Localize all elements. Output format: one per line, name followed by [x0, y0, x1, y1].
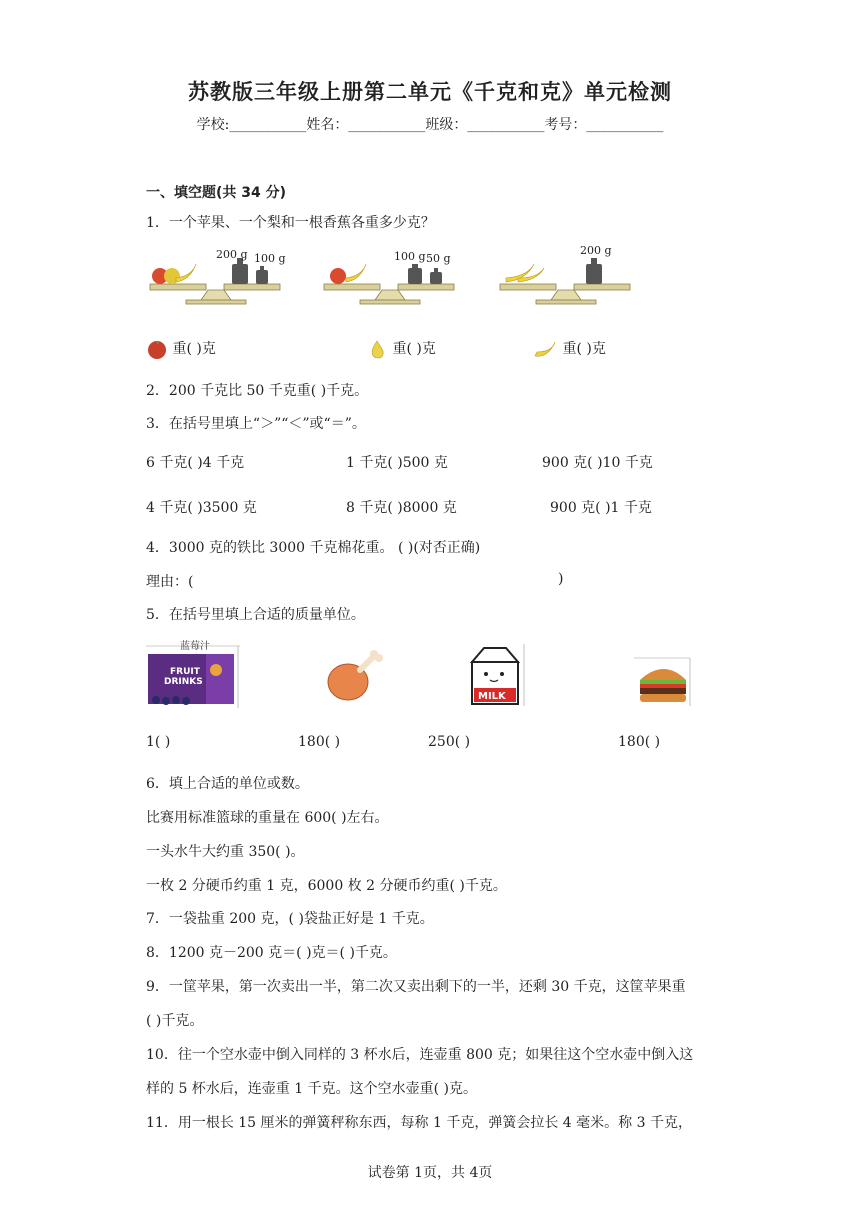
balance-scale-2: [320, 240, 460, 312]
question-3: 3．在括号里填上“＞”“＜”或“＝”。: [146, 416, 366, 432]
reason-label: 理由：(: [146, 574, 194, 590]
juice-box-line2: DRINKS: [164, 677, 203, 687]
q6-line-3: 一枚 2 分硬币约重 1 克，6000 枚 2 分硬币约重( )千克。: [146, 878, 507, 894]
hamburger-image: [634, 656, 694, 712]
q6-line-1: 比赛用标准篮球的重量在 600( )左右。: [146, 810, 389, 826]
question-5: 5．在括号里填上合适的质量单位。: [146, 607, 365, 623]
milk-label: MILK: [478, 691, 506, 702]
question-2: 2．200 千克比 50 千克重( )千克。: [146, 383, 369, 399]
question-9-line-2: ( )千克。: [146, 1013, 204, 1029]
compare-r2c3: 900 克( )1 千克: [550, 500, 652, 516]
unit-answer-4: 180( ): [618, 734, 661, 750]
apple-answer: 重( )克: [172, 341, 216, 357]
milk-carton-image: [462, 642, 528, 712]
q6-line-2: 一头水牛大约重 350( )。: [146, 844, 305, 860]
scale1-weight1: 200 g: [216, 248, 248, 261]
question-10-line-1: 10．往一个空水壶中倒入同样的 3 杯水后，连壶重 800 克；如果往这个空水壶中倒入这: [146, 1047, 694, 1063]
section-heading: 一、填空题(共 34 分): [146, 185, 287, 201]
question-7: 7．一袋盐重 200 克，( )袋盐正好是 1 千克。: [146, 911, 434, 927]
compare-r2c2: 8 千克( )8000 克: [346, 500, 457, 516]
pear-answer-row: [366, 338, 436, 360]
pear-answer: 重( )克: [392, 341, 436, 357]
question-8: 8．1200 克－200 克＝( )克＝( )千克。: [146, 945, 397, 961]
student-info-line: 学校:___________姓名：___________班级：___________考号：___________: [196, 117, 664, 133]
balance-scale-3: [496, 240, 636, 312]
banana-icon: [532, 338, 558, 360]
pear-icon: [366, 338, 388, 360]
scale2-weight2: 50 g: [426, 252, 451, 265]
juice-box-image: [146, 640, 240, 714]
juice-label: 蓝莓汁: [180, 641, 210, 652]
unit-answer-1: 1( ): [146, 734, 171, 750]
question-6: 6．填上合适的单位或数。: [146, 776, 309, 792]
scale1-weight2: 100 g: [254, 252, 286, 265]
question-10-line-2: 样的 5 杯水后，连壶重 1 千克。这个空水壶重( )克。: [146, 1081, 477, 1097]
drumstick-image: [326, 648, 384, 708]
juice-box-line1: FRUIT: [170, 667, 200, 677]
balance-scale-1: [146, 240, 286, 312]
banana-answer: 重( )克: [562, 341, 606, 357]
scale3-weight1: 200 g: [580, 244, 612, 257]
question-1: 1．一个苹果、一个梨和一根香蕉各重多少克？: [146, 215, 435, 231]
compare-r2c1: 4 千克( )3500 克: [146, 500, 257, 516]
scale2-weight1: 100 g: [394, 250, 426, 263]
page-footer: 试卷第 1页，共 4页: [367, 1165, 493, 1181]
reason-close: ): [558, 571, 564, 587]
apple-icon: [146, 338, 168, 360]
compare-r1c2: 1 千克( )500 克: [346, 455, 448, 471]
compare-r1c1: 6 千克( )4 千克: [146, 455, 245, 471]
page-title: 苏教版三年级上册第二单元《千克和克》单元检测: [188, 80, 672, 104]
compare-r1c3: 900 克( )10 千克: [542, 455, 653, 471]
unit-answer-3: 250( ): [428, 734, 471, 750]
question-4: 4．3000 克的铁比 3000 千克棉花重。 ( )(对否正确): [146, 540, 481, 556]
question-9-line-1: 9．一筐苹果，第一次卖出一半，第二次又卖出剩下的一半，还剩 30 千克，这筐苹果重: [146, 979, 686, 995]
banana-answer-row: [532, 338, 606, 360]
apple-answer-row: [146, 338, 216, 360]
unit-answer-2: 180( ): [298, 734, 341, 750]
question-11-line-1: 11．用一根长 15 厘米的弹簧秤称东西，每称 1 千克，弹簧会拉长 4 毫米。称 3 千克，: [146, 1115, 692, 1131]
